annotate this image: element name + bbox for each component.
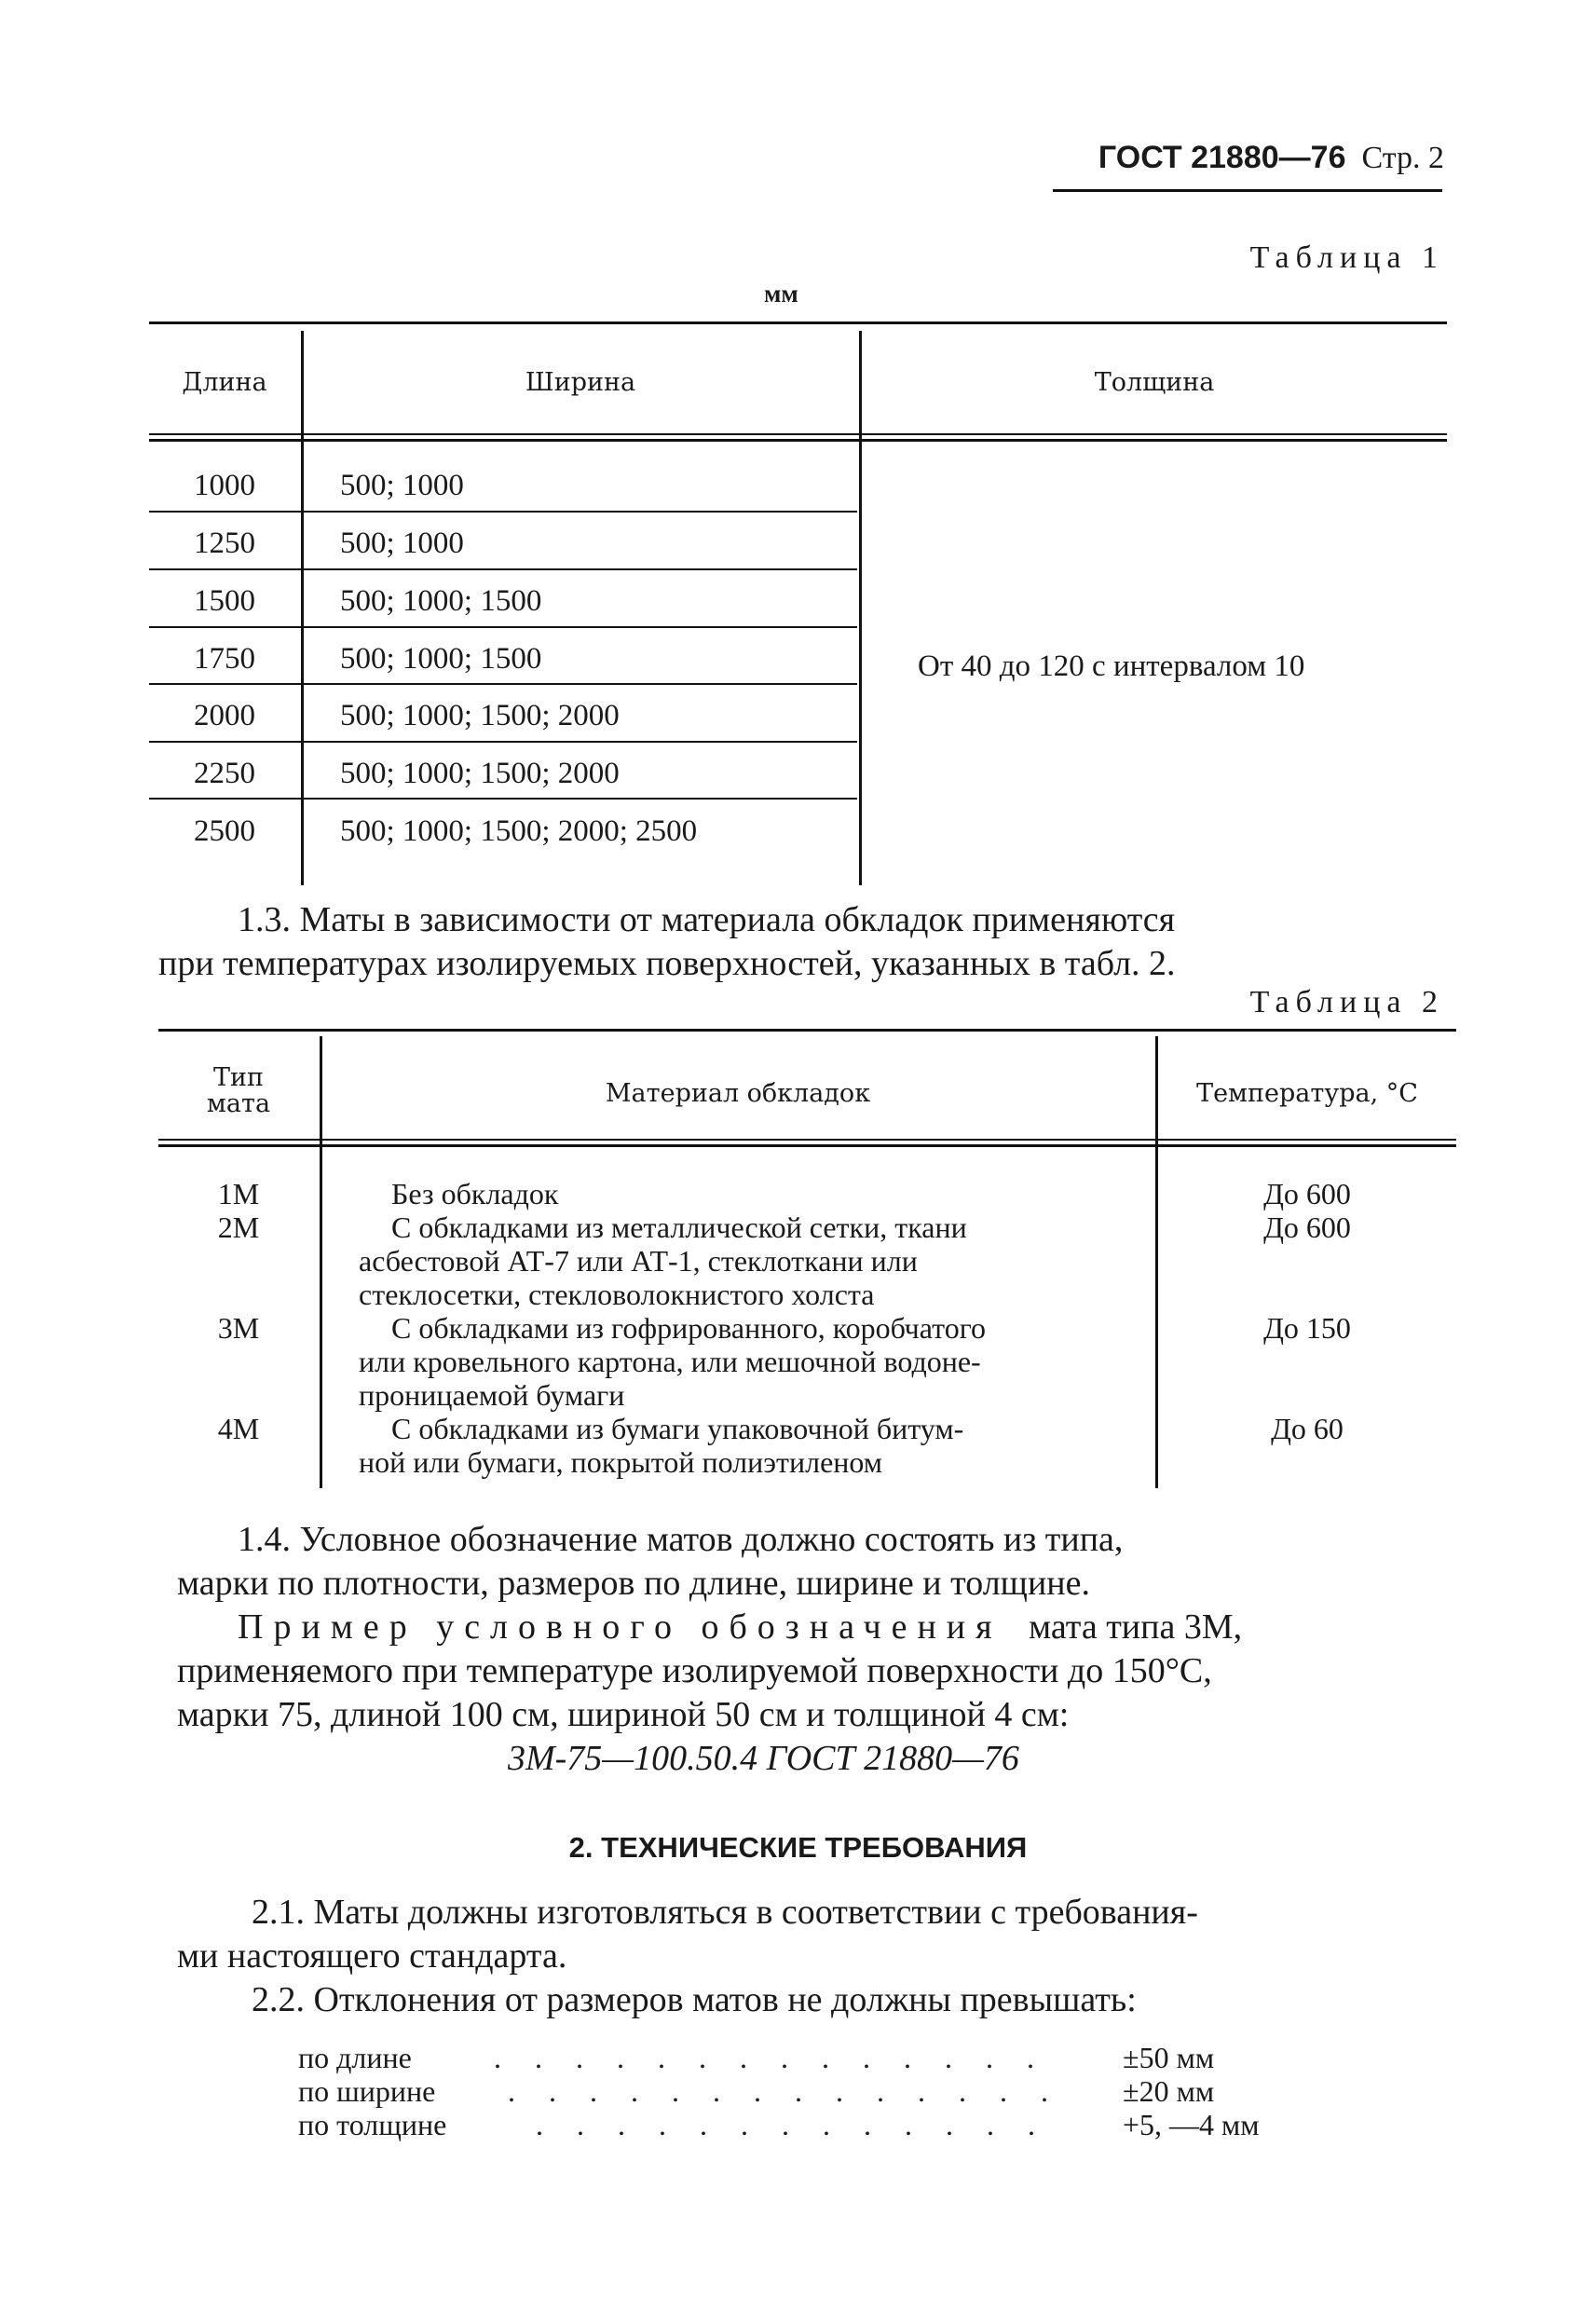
table2-row-temp: До 600 [1263, 1210, 1351, 1244]
table2-row-material: или кровельного картона, или мешочной водоне- [359, 1345, 981, 1378]
tolerance-value: ±20 мм [1123, 2074, 1215, 2108]
table2-col-type-line1: Тип [213, 1063, 264, 1092]
para-1-4-line2: марки по плотности, размеров по длине, ширине и толщине. [177, 1564, 1090, 1603]
table1-row-divider [149, 798, 857, 800]
table2-row-material: ной или бумаги, покрытой полиэтиленом [359, 1445, 883, 1479]
table1-col-width: Ширина [525, 368, 636, 397]
table1-row-divider [149, 626, 857, 628]
table1-vline-1 [301, 331, 304, 885]
table1-thickness-value: От 40 до 120 с интервалом 10 [918, 650, 1305, 683]
table2-col-type [158, 1065, 319, 1117]
table2-row-temp: До 150 [1263, 1311, 1351, 1345]
header-underline [1053, 189, 1442, 192]
example-lead: Пример условного обозначения [238, 1607, 1003, 1647]
table1-row-width: 500; 1000; 1500; 2000; 2500 [340, 814, 698, 848]
table1-row-width: 500; 1000 [340, 526, 464, 560]
designation-example: 3М-75—100.50.4 ГОСТ 21880—76 [508, 1739, 1019, 1778]
para-1-3-line1: 1.3. Маты в зависимости от материала обкладок применяются [238, 900, 1176, 939]
page-header [1098, 140, 1444, 176]
table1-row-width: 500; 1000; 1500; 2000 [340, 757, 620, 790]
leader-dots: . . . . . . . . . . . . . [536, 2108, 1048, 2141]
table2-row-type: 1М [217, 1177, 260, 1210]
para-1-4-example-line [238, 1607, 1242, 1648]
tolerance-label: по длине [298, 2041, 412, 2074]
table1-row-width: 500; 1000; 1500; 2000 [340, 699, 620, 732]
table2-row-material: С обкладками из металлической сетки, ткани [391, 1210, 967, 1244]
standard-number: ГОСТ 21880—76 [1098, 140, 1346, 175]
table1-row-divider [149, 568, 857, 570]
table1-row-length: 1000 [194, 469, 255, 502]
table2-caption: Таблица 2 [1249, 985, 1444, 1019]
table2-row-material: проницаемой бумаги [359, 1378, 625, 1412]
table1-col-length: Длина [182, 368, 267, 397]
table1-row-length: 2000 [194, 699, 255, 732]
table2-row-type: 2М [217, 1210, 260, 1244]
table1-row-length: 1750 [194, 642, 255, 676]
table1-row-length: 1250 [194, 526, 255, 560]
example-tail: мата типа 3М, [1029, 1607, 1243, 1647]
table1-row-divider [149, 511, 857, 513]
table1-caption: Таблица 1 [1249, 240, 1444, 275]
table2-header-rule-b [158, 1144, 1456, 1147]
table1-header-rule-b [149, 439, 1447, 442]
table1-row-length: 2250 [194, 757, 255, 790]
table1-row-width: 500; 1000; 1500 [340, 584, 542, 618]
page-number: Стр. 2 [1361, 141, 1444, 175]
table2-header-rule-a [158, 1139, 1456, 1141]
table2-col-material: Материал обкладок [605, 1079, 871, 1108]
para-1-4-line1: 1.4. Условное обозначение матов должно состоять из типа, [238, 1520, 1124, 1559]
table1-row-length: 1500 [194, 584, 255, 618]
tolerance-label: по толщине [298, 2108, 447, 2141]
tolerance-value: +5, —4 мм [1123, 2108, 1260, 2141]
tolerance-value: ±50 мм [1123, 2041, 1215, 2074]
table2-row-material: С обкладками из бумаги упаковочной битум- [391, 1412, 964, 1445]
table1-row-divider [149, 741, 857, 743]
table2-row-temp: До 60 [1271, 1412, 1344, 1445]
table2-col-type-line2: мата [206, 1089, 271, 1118]
table1-row-length: 2500 [194, 814, 255, 848]
section-2-title: 2. ТЕХНИЧЕСКИЕ ТРЕБОВАНИЯ [568, 1831, 1028, 1864]
para-2-2-line1: 2.2. Отклонения от размеров матов не должны превышать: [252, 1980, 1137, 2019]
para-2-1-line2: ми настоящего стандарта. [177, 1936, 567, 1976]
table1-vline-2 [859, 331, 862, 885]
table1-row-width: 500; 1000; 1500 [340, 642, 542, 676]
table2-row-material: Без обкладок [391, 1177, 559, 1210]
table2-col-temperature: Температура, °С [1196, 1079, 1418, 1108]
para-1-4-line5: марки 75, длиной 100 см, шириной 50 см и толщиной 4 см: [177, 1695, 1070, 1734]
para-1-4-line4: применяемого при температуре изолируемой поверхности до 150°С, [177, 1651, 1212, 1690]
para-2-1-line1: 2.1. Маты должны изготовляться в соответствии с требования- [252, 1893, 1198, 1932]
table1-col-thickness: Толщина [1094, 368, 1215, 397]
table2-row-material: асбестовой АТ-7 или АТ-1, стеклоткани или [359, 1244, 918, 1278]
table2-row-temp: До 600 [1263, 1177, 1351, 1210]
table1-header-rule-a [149, 433, 1447, 435]
table2-top-rule [158, 1029, 1456, 1032]
table1-row-width: 500; 1000 [340, 469, 464, 502]
leader-dots: . . . . . . . . . . . . . . [494, 2041, 1047, 2074]
leader-dots: . . . . . . . . . . . . . . [508, 2074, 1061, 2108]
table2-row-material: С обкладками из гофрированного, коробчатого [391, 1311, 987, 1345]
table1-row-divider [149, 683, 857, 685]
table2-row-material: стеклосетки, стекловолокнистого холста [359, 1278, 875, 1311]
tolerance-label: по ширине [298, 2074, 436, 2108]
table2-row-type: 3М [217, 1311, 260, 1345]
table1-unit: мм [764, 280, 798, 308]
table1-top-rule [149, 321, 1447, 324]
table2-row-type: 4М [217, 1412, 260, 1445]
para-1-3-line2: при температурах изолируемых поверхностей, указанных в табл. 2. [158, 944, 1176, 983]
